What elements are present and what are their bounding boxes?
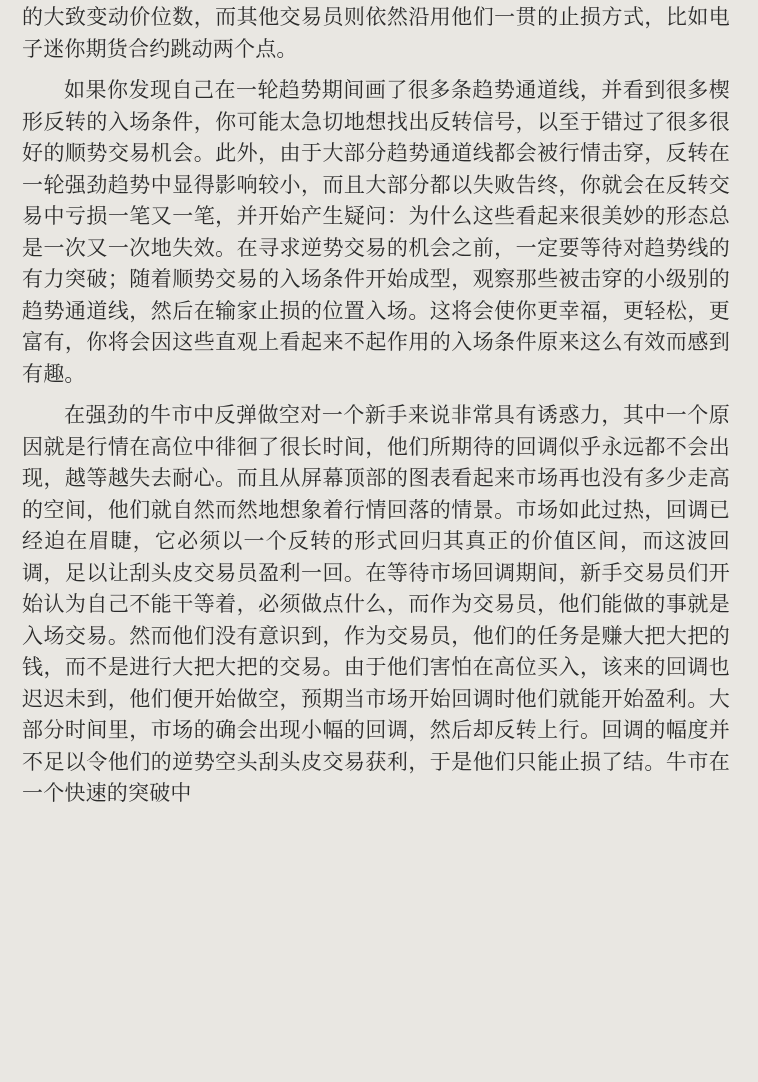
paragraph-gap bbox=[22, 390, 730, 400]
paragraph-1: 的大致变动价位数，而其他交易员则依然沿用他们一贯的止损方式，比如电子迷你期货合约跳动两个点。 bbox=[22, 5, 730, 61]
paragraph-3: 在强劲的牛市中反弹做空对一个新手来说非常具有诱惑力，其中一个原因就是行情在高位中徘徊了很长时间，他们所期待的回调似乎永远都不会出现，越等越失去耐心。而且从屏幕顶部的图表看起来市场再也没有多少走高的空间，他们就自然而然地想象着行情回落的情景。市场如此过热，回调已经迫在眉睫，它必须以一个反转的形式回归其真正的价值区间，而这波回调，足以让刮头皮交易员盈利一回。在等待市场回调期间，新手交易员们开始认为自己不能干等着，必须做点什么，而作为交易员，他们能做的事就是入场交易。然而他们没有意识到，作为交易员，他们的任务是赚大把大把的钱，而不是进行大把大把的交易。由于他们害怕在高位买入，该来的回调也迟迟未到，他们便开始做空，预期当市场开始回调时他们就能开始盈利。大部分时间里，市场的确会出现小幅的回调，然后却反转上行。回调的幅度并不足以令他们的逆势空头刮头皮交易获利，于是他们只能止损了结。牛市在一个快速的突破中 bbox=[22, 403, 730, 805]
paragraph-2: 如果你发现自己在一轮趋势期间画了很多条趋势通道线，并看到很多楔形反转的入场条件，你可能太急切地想找出反转信号，以至于错过了很多很好的顺势交易机会。此外，由于大部分趋势通道线都会被行情击穿，反转在一轮强劲趋势中显得影响较小，而且大部分都以失败告终，你就会在反转交易中亏损一笔又一笔，并开始产生疑问：为什么这些看起来很美妙的形态总是一次又一次地失效。在寻求逆势交易的机会之前，一定要等待对趋势线的有力突破；随着顺势交易的入场条件开始成型，观察那些被击穿的小级别的趋势通道线，然后在输家止损的位置入场。这将会使你更幸福，更轻松，更富有，你将会因这些直观上看起来不起作用的入场条件原来这么有效而感到有趣。 bbox=[22, 78, 730, 386]
paragraph-gap bbox=[22, 65, 730, 75]
